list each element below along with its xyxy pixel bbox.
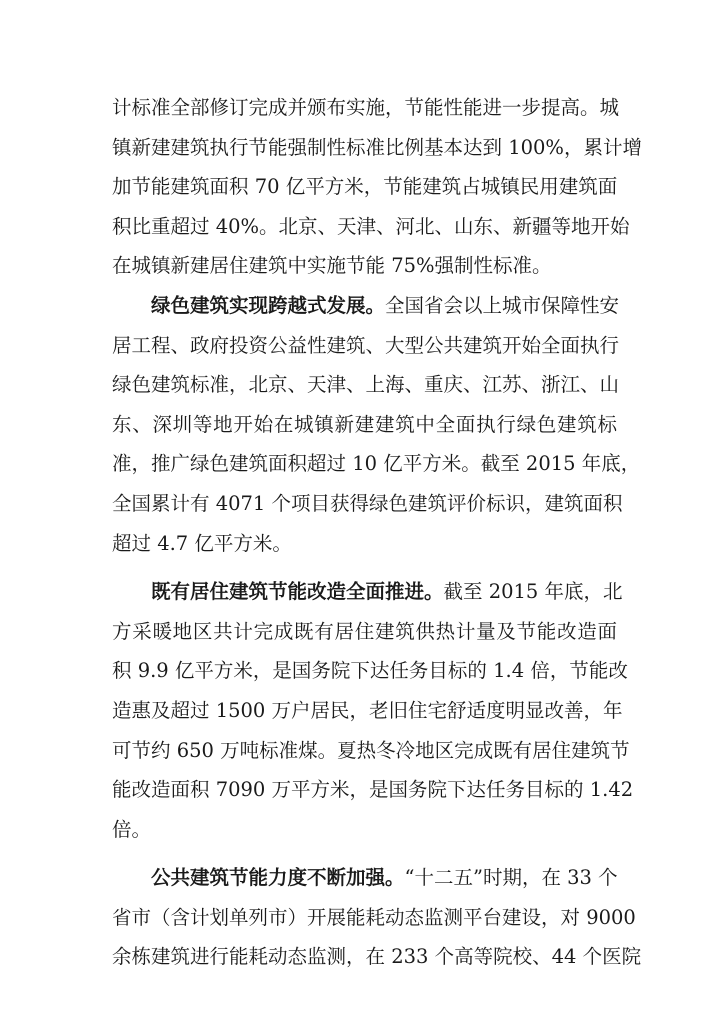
paragraph-heading: 公共建筑节能力度不断加强。 [151,866,405,890]
text-fragment: “十二五”时期，在 33 个 [404,866,618,890]
text-line: 镇新建建筑执行节能强制性标准比例基本达到 100%，累计增 [112,135,642,159]
text-line: 超过 4.7 亿平方米。 [112,531,292,555]
text-line: 省市（含计划单列市）开展能耗动态监测平台建设，对 9000 [112,905,636,929]
text-line: 在城镇新建居住建筑中实施节能 75%强制性标准。 [112,254,552,278]
paragraph-heading: 既有居住建筑节能改造全面推进。 [151,580,444,604]
text-line: 准，推广绿色建筑面积超过 10 亿平方米。截至 2015 年底， [112,452,641,476]
paragraph [112,88,642,286]
text-line [112,286,620,326]
text-fragment: 截至 2015 年底，北 [443,580,623,604]
text-line: 居工程、政府投资公益性建筑、大型公共建筑开始全面执行 [112,333,620,357]
paragraph [112,858,642,977]
text-line: 造惠及超过 1500 万户居民，老旧住宅舒适度明显改善，年 [112,698,623,722]
paragraph [112,286,641,563]
document-page [112,88,642,977]
text-line: 方采暖地区共计完成既有居住建筑供热计量及节能改造面 [112,619,617,643]
text-line: 计标准全部修订完成并颁布实施，节能性能进一步提高。城 [112,96,620,119]
text-line: 加节能建筑面积 70 亿平方米，节能建筑占城镇民用建筑面 [112,175,618,199]
text-line: 全国累计有 4071 个项目获得绿色建筑评价标识，建筑面积 [112,491,623,515]
text-fragment: 全国省会以上城市保障性安 [385,293,620,317]
text-line: 东、深圳等地开始在城镇新建建筑中全面执行绿色建筑标 [112,412,617,436]
text-line: 绿色建筑标准，北京、天津、上海、重庆、江苏、浙江、山 [112,373,620,397]
text-line: 倍。 [112,817,152,841]
text-line: 能改造面积 7090 万平方米，是国务院下达任务目标的 1.42 [112,778,634,802]
text-line [112,858,617,898]
paragraph [112,572,634,849]
text-line: 余栋建筑进行能耗动态监测，在 233 个高等院校、44 个医院 [112,945,642,969]
paragraph-gap [112,849,617,858]
paragraph-heading: 绿色建筑实现跨越式发展。 [151,293,386,317]
paragraph-gap [112,563,617,572]
text-line: 可节约 650 万吨标准煤。夏热冬冷地区完成既有居住建筑节 [112,738,630,762]
text-line: 积比重超过 40%。北京、天津、河北、山东、新疆等地开始 [112,214,630,238]
text-line [112,572,623,612]
text-line: 积 9.9 亿平方米，是国务院下达任务目标的 1.4 倍，节能改 [112,659,628,683]
